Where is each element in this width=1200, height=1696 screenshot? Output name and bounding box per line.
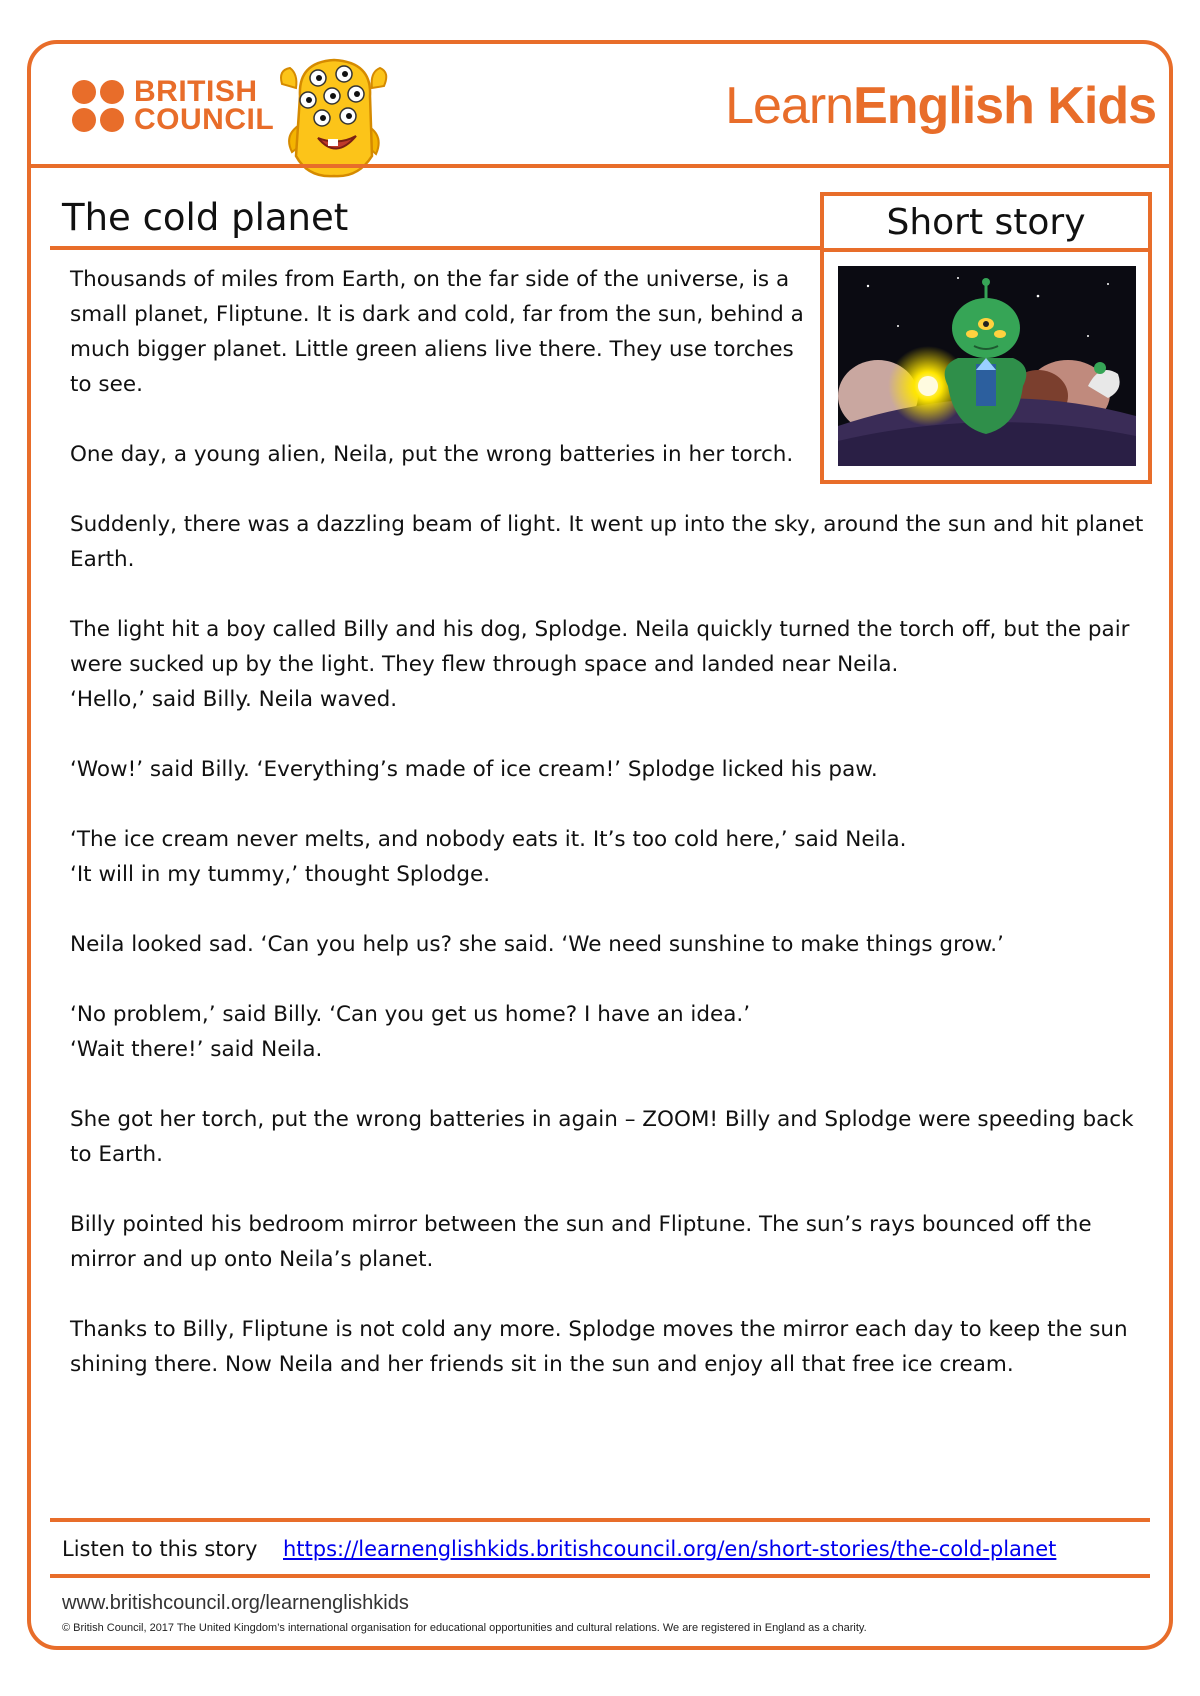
- story-line: Thanks to Billy, Fliptune is not cold any more. Splodge moves the mirror each day to keep the sun shining there. Now Neila and her friends sit in the sun and enjoy all that free ice cream.: [70, 1317, 1128, 1377]
- story-line: Suddenly, there was a dazzling beam of light. It went up into the sky, around the sun and hit planet Earth.: [70, 512, 1144, 572]
- lek-kids: Kids: [1047, 77, 1156, 135]
- story-type-label: Short story: [820, 192, 1152, 252]
- story-paragraph: [70, 997, 1150, 1067]
- footer-divider-bottom: [50, 1574, 1150, 1578]
- story-line: ‘Wow!’ said Billy. ‘Everything’s made of ice cream!’ Splodge licked his paw.: [70, 757, 878, 782]
- footer-divider-top: [50, 1518, 1150, 1522]
- story-paragraph: [70, 1102, 1150, 1172]
- british-council-line1: BRITISH: [134, 75, 258, 108]
- story-paragraph: [70, 1312, 1150, 1382]
- story-paragraph: [70, 612, 1150, 717]
- page-title: The cold planet: [62, 196, 349, 239]
- title-underline: [50, 246, 820, 250]
- story-line: ‘The ice cream never melts, and nobody eats it. It’s too cold here,’ said Neila.: [70, 827, 907, 852]
- story-line: ‘Hello,’ said Billy. Neila waved.: [70, 687, 398, 712]
- story-line: ‘No problem,’ said Billy. ‘Can you get us home? I have an idea.’: [70, 1002, 751, 1027]
- story-paragraph: [70, 927, 1150, 962]
- story-audio-link[interactable]: https://learnenglishkids.britishcouncil.org/en/short-stories/the-cold-planet: [283, 1537, 1057, 1561]
- story-paragraph: [70, 752, 1150, 787]
- story-paragraph: [70, 822, 1150, 892]
- lek-learn: Learn: [725, 77, 854, 135]
- british-council-logo: [72, 75, 275, 136]
- yellow-monster-mascot-icon: [278, 56, 390, 180]
- story-text: [70, 262, 1150, 1417]
- story-line: The light hit a boy called Billy and his dog, Splodge. Neila quickly turned the torch off, but the pair were sucked up by the light. They flew through space and landed near Neila.: [70, 617, 1130, 677]
- header-divider: [27, 164, 1173, 168]
- story-line: ‘It will in my tummy,’ thought Splodge.: [70, 862, 491, 887]
- copyright-notice: © British Council, 2017 The United Kingdom’s international organisation for educational opportunities and cultural relations. We are registered in England as a charity.: [62, 1622, 867, 1634]
- website-url: www.britishcouncil.org/learnenglishkids: [62, 1592, 409, 1614]
- british-council-line2: COUNCIL: [134, 103, 275, 136]
- learnenglish-kids-logo: [725, 76, 1156, 136]
- story-line: Neila looked sad. ‘Can you help us? she said. ‘We need sunshine to make things grow.’: [70, 932, 1004, 957]
- lek-english: English: [853, 77, 1034, 135]
- story-line: Thousands of miles from Earth, on the far side of the universe, is a small planet, Fliptune. It is dark and cold, far from the sun, behind a much bigger planet. Little green aliens live there. They use torches to see.: [70, 267, 804, 397]
- story-line: One day, a young alien, Neila, put the wrong batteries in her torch.: [70, 442, 794, 467]
- story-line: She got her torch, put the wrong batteries in again – ZOOM! Billy and Splodge were speeding back to Earth.: [70, 1107, 1134, 1167]
- story-line: Billy pointed his bedroom mirror between the sun and Fliptune. The sun’s rays bounced off the mirror and up onto Neila’s planet.: [70, 1212, 1092, 1272]
- story-paragraph: [70, 262, 810, 402]
- story-paragraph: [70, 437, 810, 472]
- story-paragraph: [70, 507, 1150, 577]
- story-line: ‘Wait there!’ said Neila.: [70, 1037, 323, 1062]
- story-paragraph: [70, 1207, 1150, 1277]
- listen-label: Listen to this story: [62, 1537, 258, 1561]
- british-council-dots-icon: [72, 80, 124, 132]
